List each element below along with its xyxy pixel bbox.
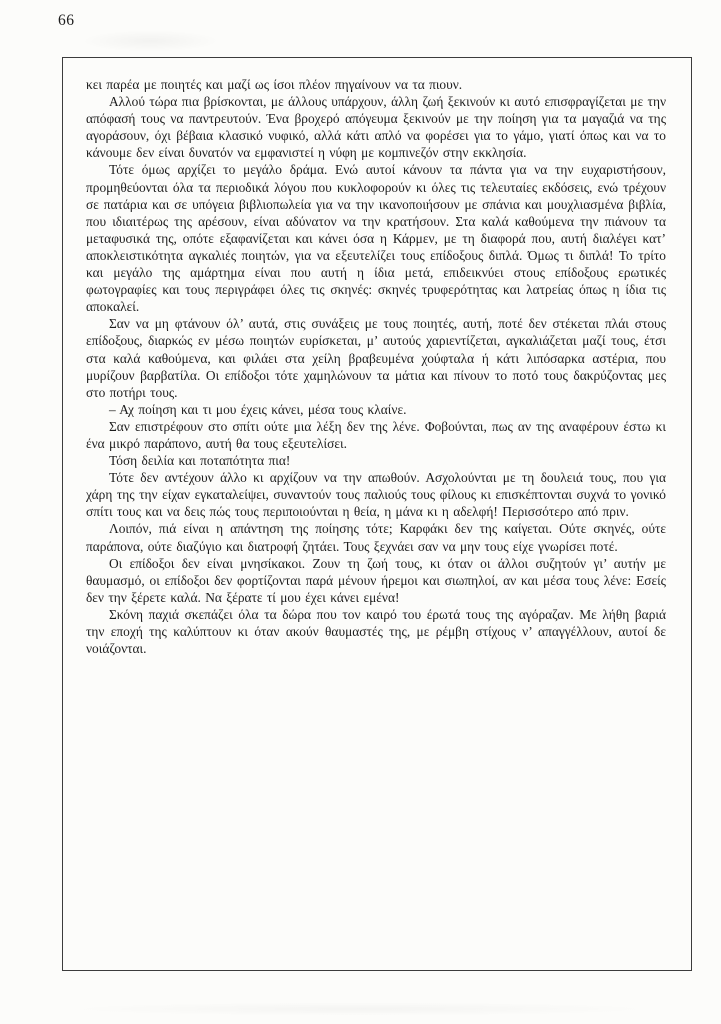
paragraph-dialogue: – Αχ ποίηση και τι μου έχεις κάνει, μέσα τους κλαίνε.	[109, 401, 407, 417]
paragraph: Οι επίδοξοι δεν είναι μνησίκακοι. Ζουν τη ζωή τους, κι όταν οι άλλοι συζητούν γι’ αυτήν με θαυμασμό, οι επίδοξοι δεν φορτίζονται παρά μένουν ήρεμοι και σιωπηλοί, αν και μέσα τους λένε: Εσείς δεν την ξέρετε καλά. Να ξέρατε τί μου έχει κάνει εμένα!	[86, 555, 666, 605]
paragraph: Λοιπόν, πιά είναι η απάντηση της ποίησης τότε; Καρφάκι δεν της καίγεται. Ούτε σκηνές, ούτε παράπονα, ούτε διαζύγιο και διατροφή ζητάει. Τους ξεχνάει σαν να μην τους είχε γνωρίσει ποτέ.	[86, 521, 666, 554]
paragraph: Τότε δεν αντέχουν άλλο κι αρχίζουν να την απωθούν. Ασχολούνται με τη δουλειά τους, που για χάρη της την είχαν εγκαταλείψει, συναντούν τους παλιούς τους φίλους κι επισκέπτονται συχνά το γονικό σπίτι τους και να δεις πώς τους περιποιούνται η θεία, η μάνα κι η αδελφή! Περισσότερο από πριν.	[86, 470, 666, 520]
paragraph-continuation: κει παρέα με ποιητές και μαζί ως ίσοι πλέον πηγαίνουν να τα πιουν.	[86, 77, 463, 92]
paragraph: Σαν επιστρέφουν στο σπίτι ούτε μια λέξη δεν της λένε. Φοβούνται, πως αν της αναφέρουν έστω κι ένα μικρό παράπονο, αυτή θα τους εξευτελίσει.	[86, 418, 666, 451]
paragraph: Σαν να μη φτάνουν όλ’ αυτά, στις συνάξεις με τους ποιητές, αυτή, ποτέ δεν στέκεται πλάι στους επίδοξους, διαρκώς εν μέσω ποιητών ευρίσκεται, μ’ αυτούς χαριεντίζεται, αγκαλιάζεται μαζί τους, έτσι στα καλά καθούμενα, και φιλάει στα χείλη βραβευμένα χούφταλα ή κάτι λιπόσαρκα αστέρια, που μυρίζουν βαρβατίλα. Οι επίδοξοι τότε χαμηλώνουν τα μάτια και πίνουν το ποτό τους δακρύζοντας μες στο ποτήρι τους.	[86, 316, 666, 400]
paragraph: Τόση δειλία και ποταπότητα πια!	[109, 453, 291, 469]
body-text	[86, 76, 666, 657]
page-number: 66	[58, 12, 75, 29]
text-frame-border	[62, 57, 692, 971]
paragraph: Σκόνη παχιά σκεπάζει όλα τα δώρα που τον καιρό του έρωτά τους της αγόραζαν. Με λήθη βαριά την εποχή της καλύπτουν κι όταν ακούν θαυμαστές της, με ρέμβη στίχους ν’ απαγγέλλουν, αυτοί δε νοιάζονται.	[86, 606, 666, 657]
paragraph: Τότε όμως αρχίζει το μεγάλο δράμα. Ενώ αυτοί κάνουν τα πάντα για να την ευχαριστήσουν, προμηθεύονται όλα τα περιοδικά λόγου που κυκλοφορούν κι όλες τις τελευταίες εκδόσεις, ενώ τρέχουν σε πατάρια και σε υπόγεια βιβλιοπωλεία για να την ικανοποιήσουν με σπάνια και μουχλιασμένα βιβλία, που ιδιαιτέρως της αρέσουν, είναι αδύνατον να την κρατήσουν. Στα καλά καθούμενα την πιάνουν τα μεταφυσικά της, οπότε εξαφανίζεται και κάνει όσα η Κάρμεν, με τη διαφορά που, αυτή διαλέγει κατ’ αποκλειστικότητα αγκαλιές ποιητών, για να εξευτελίζει τους επίδοξους διπλά. Όμως τι διπλά! Το τρίτο και μεγάλο της αμάρτημα είναι που αυτή η ίδια μετά, επιδεικνύει στους επίδοξους ερωτικές φωτογραφίες και τους περιγράφει όλες τις σκηνές: σκηνές τρυφερότητας και λατρείας όπως η ίδια τις αποκαλεί.	[86, 162, 666, 315]
paragraph: Αλλού τώρα πια βρίσκονται, με άλλους υπάρχουν, άλλη ζωή ξεκινούν κι αυτό επισφραγίζεται με την απόφασή τους να παντρευτούν. Ένα βροχερό απόγευμα ξεκινούν με την ποίηση για τα μαγαζιά να της αγοράσουν, όχι βέβαια κλασικό νυφικό, αλλά κάτι απλό να φορέσει για το γάμο, γιατί όπως και να το κάνουμε δεν είναι δυνατόν να εμφανιστεί η νύφη με κομπινεζόν στην εκκλησία.	[86, 94, 666, 161]
